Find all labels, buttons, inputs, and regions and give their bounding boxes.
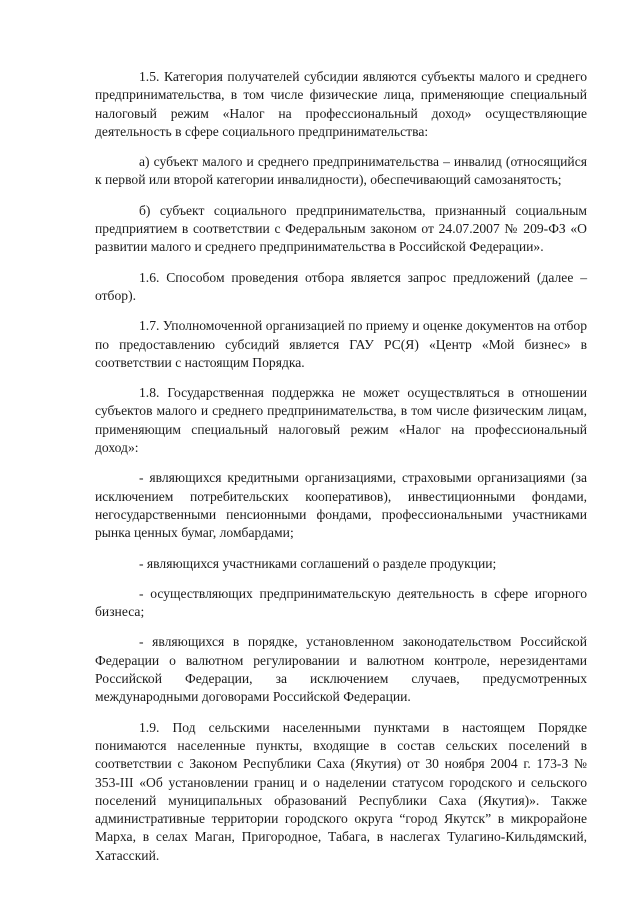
paragraph-1-8: 1.8. Государственная поддержка не может осуществляться в отношении субъектов малого и среднего предпринимательства, в том числе физическим лицам, применяющим специальный налоговый режим «Налог на профессиональный доход»: xyxy=(95,385,587,456)
paragraph-1-9: 1.9. Под сельскими населенными пунктами в настоящем Порядке понимаются населенные пункты, входящие в состав сельских поселений в соответствии с Законом Республики Саха (Якутия) от 30 ноября 2004 г. 173-З № 353-III «Об установлении границ и о наделении статусом городского и сельского поселений муниципальных образований Республики Саха (Якутия)». Также административные территории городского округа “город Якутск” в микрорайоне Марха, в селах Маган, Пригородное, Табага, в наслегах Тулагино-Кильдямский, Хатасский. xyxy=(95,719,587,863)
list-item-non-residents: - являющихся в порядке, установленном законодательством Российской Федерации о валютном регулировании и валютном контроле, нерезидентами Российской Федерации, за исключением случаев, предусмотренных международными договорами Российской Федерации. xyxy=(95,634,587,705)
paragraph-1-6: 1.6. Способом проведения отбора является запрос предложений (далее – отбор). xyxy=(95,269,587,303)
document-page xyxy=(95,68,587,876)
paragraph-1-7: 1.7. Уполномоченной организацией по приему и оценке документов на отбор по предоставлению субсидий является ГАУ РС(Я) «Центр «Мой бизнес» в соответствии с настоящим Порядка. xyxy=(95,318,587,370)
paragraph-1-5-b: б) субъект социального предпринимательства, признанный социальным предприятием в соответствии с Федеральным законом от 24.07.2007 № 209-ФЗ «О развитии малого и среднего предпринимательства в Российской Федерации». xyxy=(95,202,587,255)
paragraph-1-5-a: а) субъект малого и среднего предпринимательства – инвалид (относящийся к первой или второй категории инвалидности), обеспечивающий самозанятость; xyxy=(95,154,587,188)
paragraph-1-5: 1.5. Категория получателей субсидии являются субъекты малого и среднего предпринимательства, в том числе физические лица, применяющие специальный налоговый режим «Налог на профессиональный доход» осуществляющие деятельность в сфере социального предпринимательства: xyxy=(95,69,587,139)
list-item-credit-organizations: - являющихся кредитными организациями, страховыми организациями (за исключением потребительских кооперативов), инвестиционными фондами, негосударственными пенсионными фондами, профессиональными участниками рынка ценных бумаг, ломбардами; xyxy=(95,470,587,541)
list-item-gambling: - осуществляющих предпринимательскую деятельность в сфере игорного бизнеса; xyxy=(95,585,587,620)
list-item-production-sharing: - являющихся участниками соглашений о разделе продукции; xyxy=(139,555,497,571)
